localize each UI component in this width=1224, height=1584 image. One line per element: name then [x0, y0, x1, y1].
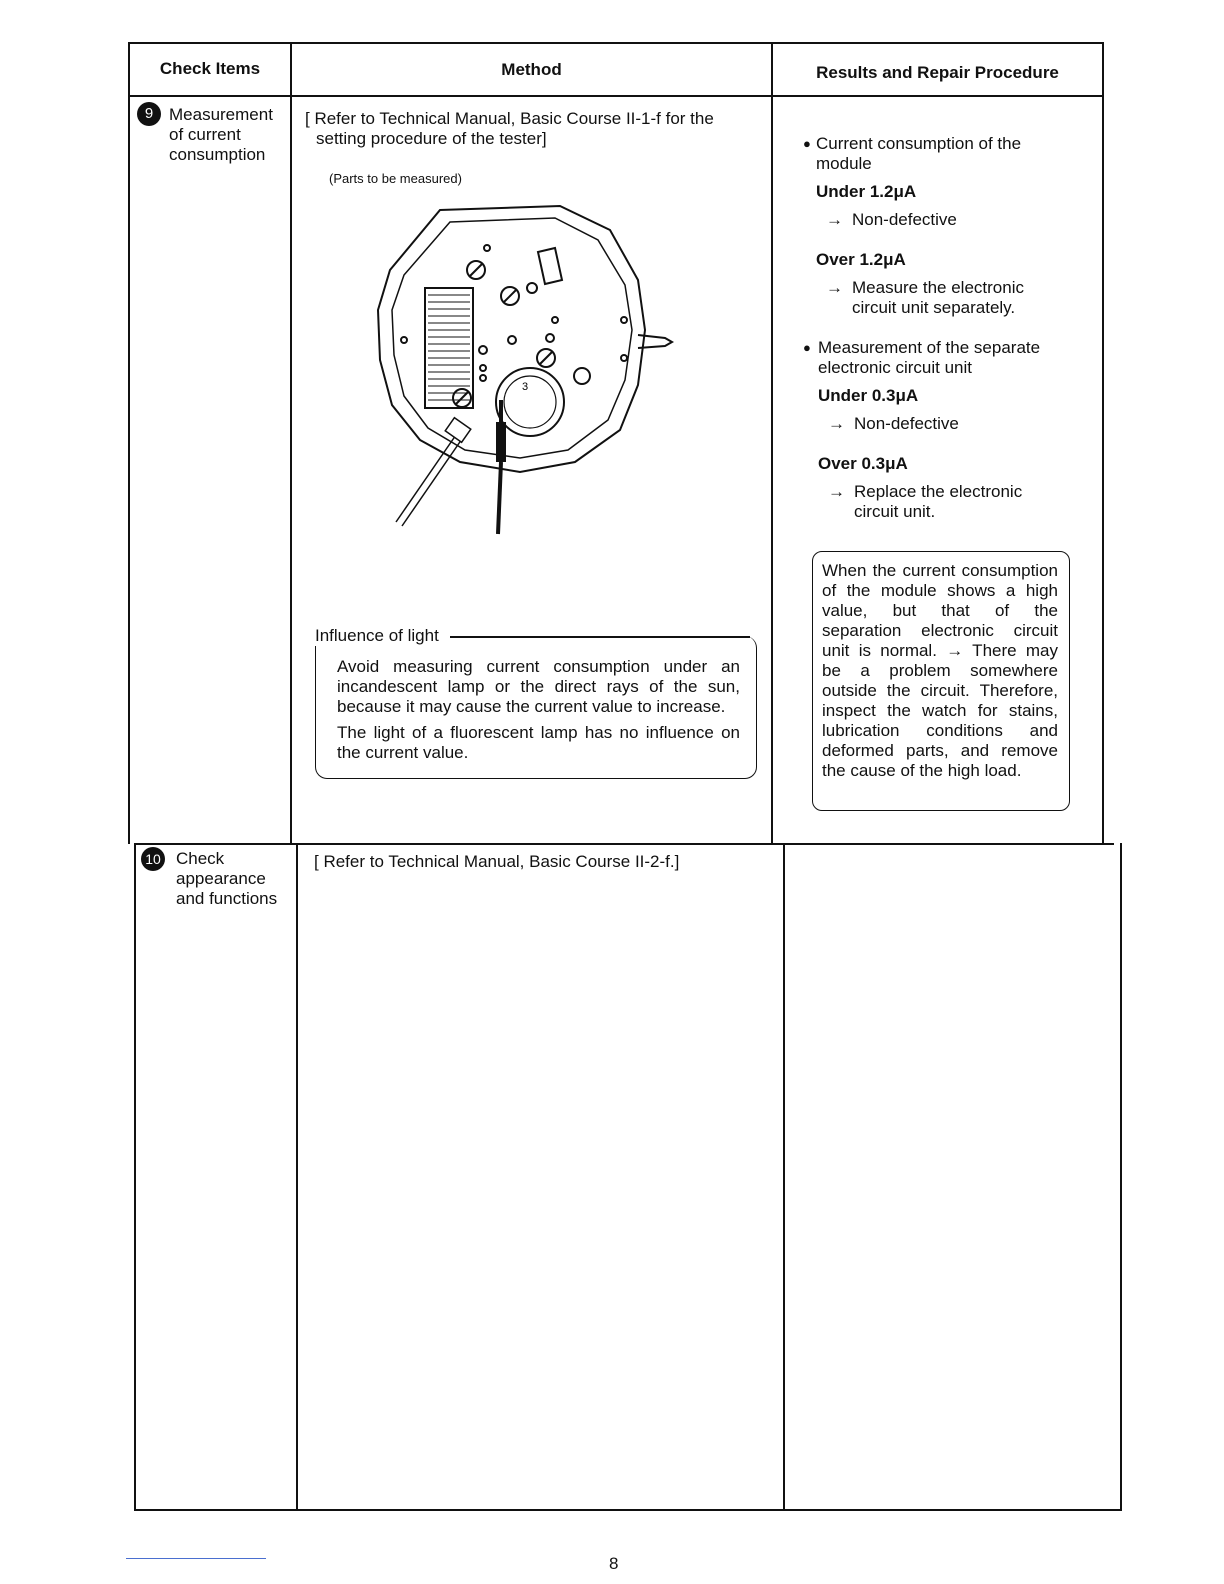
light-influence-title: Influence of light — [315, 626, 443, 646]
over-1-2-result-text: Measure the electronic circuit unit separately. — [852, 278, 1024, 317]
bullet-icon: ● — [803, 340, 811, 355]
result-bullet-2 — [803, 338, 1093, 378]
under-0-3-result-text: Non-defective — [854, 414, 959, 433]
over-0-3-result-text: Replace the electronic circuit unit. — [854, 482, 1023, 521]
table-left-border-lower — [134, 843, 136, 1511]
arrow-icon: → — [826, 278, 843, 297]
item-number-badge-10: 10 — [141, 847, 165, 871]
check-item-10-line: Check — [176, 849, 225, 868]
bullet-2-text: Measurement of the separate electronic circuit unit — [818, 338, 1041, 377]
under-1-2-label: Under 1.2μA — [816, 182, 917, 201]
col1-divider-lower — [296, 843, 298, 1511]
arrow-icon: → — [826, 210, 843, 229]
over-0-3-result — [828, 482, 1093, 522]
under-1-2-result-text: Non-defective — [852, 210, 957, 229]
check-item-10 — [176, 849, 294, 909]
light-paragraph-2: The light of a fluorescent lamp has no influence on the current value. — [337, 723, 740, 762]
diagram-marker: 3 — [522, 381, 529, 393]
table-bottom-border — [134, 1509, 1122, 1511]
method-reference-10: [ Refer to Technical Manual, Basic Course II-2-f.] — [314, 852, 680, 871]
arrow-icon: → — [828, 414, 845, 433]
high-value-note: When the current consumption of the module shows a high value, but that of the separation electronic circuit unit is normal. → There may be a problem somewhere outside the circuit. Therefore, inspect the watch for stains, lubrication conditions and deformed parts, and remove the cause of the high load. — [822, 561, 1058, 780]
check-item-10-line: appearance — [176, 869, 266, 888]
under-0-3-label: Under 0.3μA — [818, 386, 919, 405]
under-1-2-result — [826, 210, 1093, 230]
parts-measured-label: (Parts to be measured) — [329, 171, 462, 186]
watch-movement-diagram — [370, 200, 680, 545]
light-paragraph-1: Avoid measuring current consumption under an incandescent lamp or the direct rays of the sun, because it may cause the current value to increase. — [337, 657, 740, 716]
under-0-3-result — [828, 414, 1093, 434]
table-left-border-upper — [128, 42, 130, 844]
over-1-2-result — [826, 278, 1093, 318]
arrow-icon: → — [828, 482, 845, 501]
check-item-10-line: and functions — [176, 889, 278, 908]
method-ref-line2: setting procedure of the tester] — [316, 129, 547, 148]
bullet-icon: ● — [803, 136, 811, 151]
table-top-border — [128, 42, 1104, 44]
col1-divider-upper — [290, 42, 292, 844]
header-method: Method — [501, 60, 562, 79]
result-bullet-1 — [803, 134, 1093, 174]
header-bottom-border — [128, 95, 1104, 97]
method-reference-9 — [305, 109, 765, 149]
check-item-9 — [169, 105, 289, 165]
table-right-border-lower — [1120, 843, 1122, 1511]
results-9 — [803, 134, 1093, 522]
col2-divider-lower — [783, 843, 785, 1511]
check-item-9-line: consumption — [169, 145, 266, 164]
check-item-9-line: of current — [169, 125, 241, 144]
item-number-badge-9: 9 — [137, 102, 161, 126]
footer-rule — [126, 1558, 266, 1559]
header-check-items: Check Items — [159, 59, 261, 78]
method-ref-line1: [ Refer to Technical Manual, Basic Course II-1-f for the — [305, 109, 714, 128]
row-divider — [134, 843, 1114, 845]
check-item-9-line: Measurement — [169, 105, 273, 124]
light-influence-body — [337, 657, 740, 763]
header-results: Results and Repair Procedure — [816, 63, 1059, 82]
table-right-border-upper — [1102, 42, 1104, 844]
col2-divider-upper — [771, 42, 773, 844]
page-number: 8 — [609, 1554, 619, 1573]
bullet-1-text: Current consumption of the module — [816, 134, 1022, 173]
over-0-3-label: Over 0.3μA — [818, 454, 908, 473]
over-1-2-label: Over 1.2μA — [816, 250, 906, 269]
